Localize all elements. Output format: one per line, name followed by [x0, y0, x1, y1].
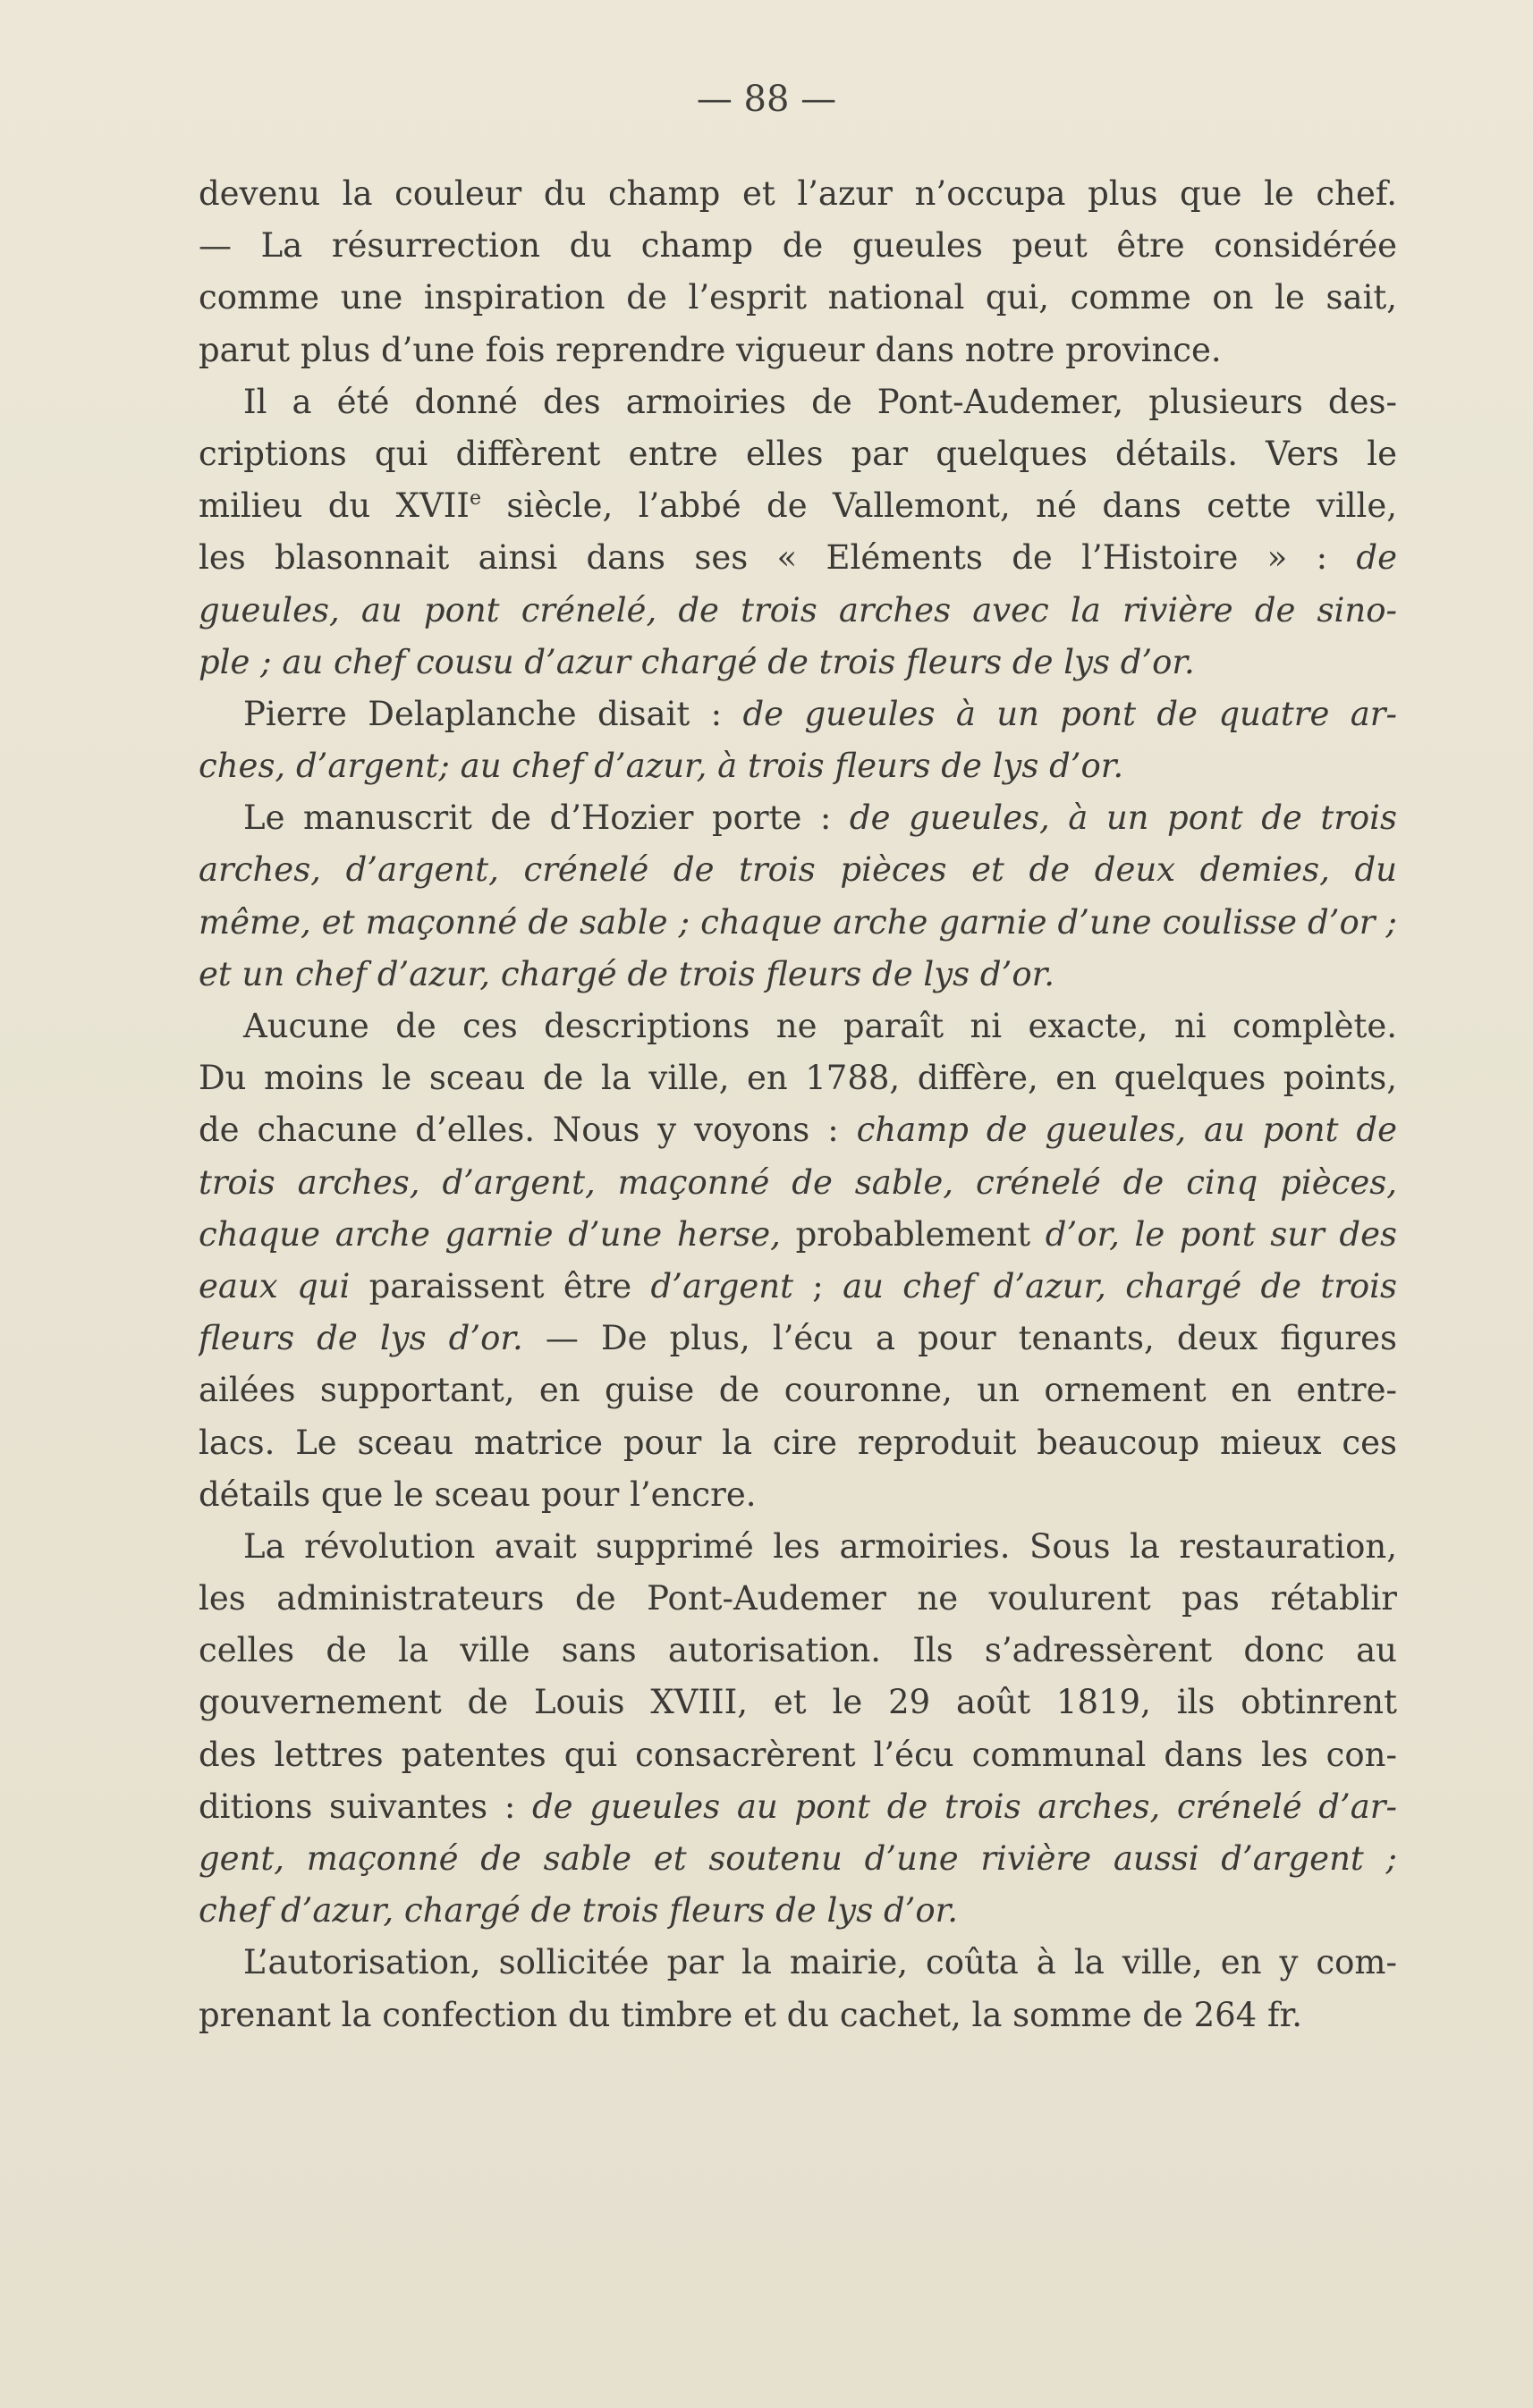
- text-run: milieu du XVII: [199, 486, 470, 526]
- text-line: [199, 532, 1397, 584]
- italic-text: fleurs de lys d’or.: [199, 1319, 523, 1358]
- text-run: Le manuscrit de d’Hozier porte :: [243, 798, 850, 838]
- text-run: les administrateurs de Pont-Audemer ne voulurent pas rétablir: [199, 1579, 1397, 1618]
- text-run: de chacune d’elles. Nous y voyons :: [199, 1111, 857, 1150]
- italic-text: champ de gueules, au pont de: [856, 1111, 1397, 1150]
- text-run: probablement: [780, 1214, 1046, 1254]
- text-run: L’autorisation, sollicitée par la mairie, coûta à la ville, en y com-: [243, 1943, 1397, 1982]
- text-line: [199, 1521, 1397, 1573]
- text-line: [199, 376, 1397, 428]
- text-line: [199, 1573, 1397, 1625]
- text-line: [199, 1677, 1397, 1728]
- text-run: les blasonnait ainsi dans ses « Eléments de l’Histoire » :: [199, 538, 1357, 578]
- text-run: devenu la couleur du champ et l’azur n’occupa plus que le chef.: [199, 174, 1397, 213]
- text-run: détails que le sceau pour l’encre.: [199, 1474, 757, 1514]
- italic-text: et un chef d’azur, chargé de trois fleurs de lys d’or.: [199, 954, 1054, 993]
- italic-text: chaque arche garnie d’une herse,: [199, 1214, 781, 1254]
- text-line: [199, 1469, 1397, 1521]
- text-line: [199, 585, 1397, 637]
- text-line: [199, 1157, 1397, 1209]
- text-run: ;: [792, 1266, 843, 1305]
- text-run: La révolution avait supprimé les armoiries. Sous la restauration,: [243, 1526, 1397, 1566]
- italic-text: d’argent: [650, 1266, 793, 1305]
- text-run: paraissent être: [350, 1266, 651, 1305]
- italic-text: au chef d’azur, chargé de trois: [843, 1266, 1397, 1305]
- text-run: des lettres patentes qui consacrèrent l’écu communal dans les con-: [199, 1735, 1397, 1774]
- italic-text: gueules, au pont crénelé, de trois arches avec la rivière de sino-: [199, 590, 1397, 629]
- italic-text: ple ; au chef cousu d’azur chargé de trois fleurs de lys d’or.: [199, 642, 1195, 681]
- text-run: Pierre Delaplanche disait :: [243, 694, 743, 733]
- text-line: [199, 1833, 1397, 1885]
- text-line: [199, 637, 1397, 689]
- text-line: [199, 325, 1397, 376]
- text-line: [199, 168, 1397, 220]
- text-line: [199, 1729, 1397, 1781]
- text-line: [199, 740, 1397, 792]
- italic-text: de: [1356, 538, 1397, 578]
- italic-text: de gueules au pont de trois arches, crénelé d’ar-: [531, 1787, 1397, 1826]
- text-run: gouvernement de Louis XVIII, et le 29 août 1819, ils obtinrent: [199, 1683, 1397, 1722]
- text-run: — La résurrection du champ de gueules peut être considérée: [199, 226, 1397, 266]
- text-line: [199, 1313, 1397, 1365]
- italic-text: gent, maçonné de sable et soutenu d’une rivière aussi d’argent ;: [199, 1839, 1397, 1878]
- text-run: Du moins le sceau de la ville, en 1788, diffère, en quelques points,: [199, 1059, 1397, 1098]
- text-line: [199, 220, 1397, 272]
- text-run: Aucune de ces descriptions ne paraît ni exacte, ni complète.: [243, 1007, 1397, 1045]
- italic-text: d’or, le pont sur des: [1045, 1214, 1397, 1254]
- text-line: [199, 1365, 1397, 1416]
- text-run: lacs. Le sceau matrice pour la cire reproduit beaucoup mieux ces: [199, 1423, 1397, 1462]
- superscript: e: [469, 487, 481, 511]
- italic-text: de gueules à un pont de quatre ar-: [742, 694, 1397, 733]
- text-run: celles de la ville sans autorisation. Ils s’adressèrent donc au: [199, 1631, 1397, 1670]
- italic-text: ches, d’argent; au chef d’azur, à trois fleurs de lys d’or.: [199, 747, 1124, 786]
- text-line: [199, 1261, 1397, 1313]
- italic-text: trois arches, d’argent, maçonné de sable, crénelé de cinq pièces,: [199, 1162, 1397, 1202]
- italic-text: eaux qui: [199, 1266, 351, 1305]
- text-line: [199, 480, 1397, 532]
- italic-text: même, et maçonné de sable ; chaque arche garnie d’une coulisse d’or ;: [199, 902, 1397, 942]
- text-line: [199, 1937, 1397, 1989]
- text-line: [199, 428, 1397, 480]
- text-line: [199, 1104, 1397, 1156]
- text-run: criptions qui diffèrent entre elles par quelques détails. Vers le: [199, 434, 1397, 473]
- page-number: — 88 —: [696, 79, 837, 120]
- text-line: [199, 897, 1397, 949]
- body-text: [199, 168, 1397, 2041]
- text-line: [199, 1417, 1397, 1469]
- text-line: [199, 1781, 1397, 1833]
- text-run: Il a été donné des armoiries de Pont-Audemer, plusieurs des-: [243, 382, 1397, 421]
- text-line: [199, 949, 1397, 1001]
- text-line: [199, 689, 1397, 740]
- text-line: [199, 792, 1397, 844]
- text-line: [199, 1885, 1397, 1937]
- text-run: siècle, l’abbé de Vallemont, né dans cette ville,: [480, 486, 1397, 526]
- text-run: parut plus d’une fois reprendre vigueur dans notre province.: [199, 330, 1222, 369]
- text-line: [199, 1001, 1397, 1052]
- text-line: [199, 272, 1397, 324]
- text-run: — De plus, l’écu a pour tenants, deux figures: [522, 1319, 1397, 1358]
- text-line: [199, 1052, 1397, 1104]
- text-run: ditions suivantes :: [199, 1787, 532, 1826]
- text-line: [199, 1209, 1397, 1261]
- text-line: [199, 1625, 1397, 1677]
- text-line: [199, 1990, 1397, 2041]
- text-run: ailées supportant, en guise de couronne, un ornement en entre-: [199, 1371, 1397, 1410]
- text-run: prenant la confection du timbre et du cachet, la somme de 264 fr.: [199, 1995, 1303, 2034]
- italic-text: de gueules, à un pont de trois: [849, 798, 1397, 838]
- text-line: [199, 844, 1397, 896]
- italic-text: arches, d’argent, crénelé de trois pièces et de deux demies, du: [199, 850, 1397, 890]
- italic-text: chef d’azur, chargé de trois fleurs de lys d’or.: [199, 1891, 959, 1931]
- text-run: comme une inspiration de l’esprit national qui, comme on le sait,: [199, 278, 1397, 317]
